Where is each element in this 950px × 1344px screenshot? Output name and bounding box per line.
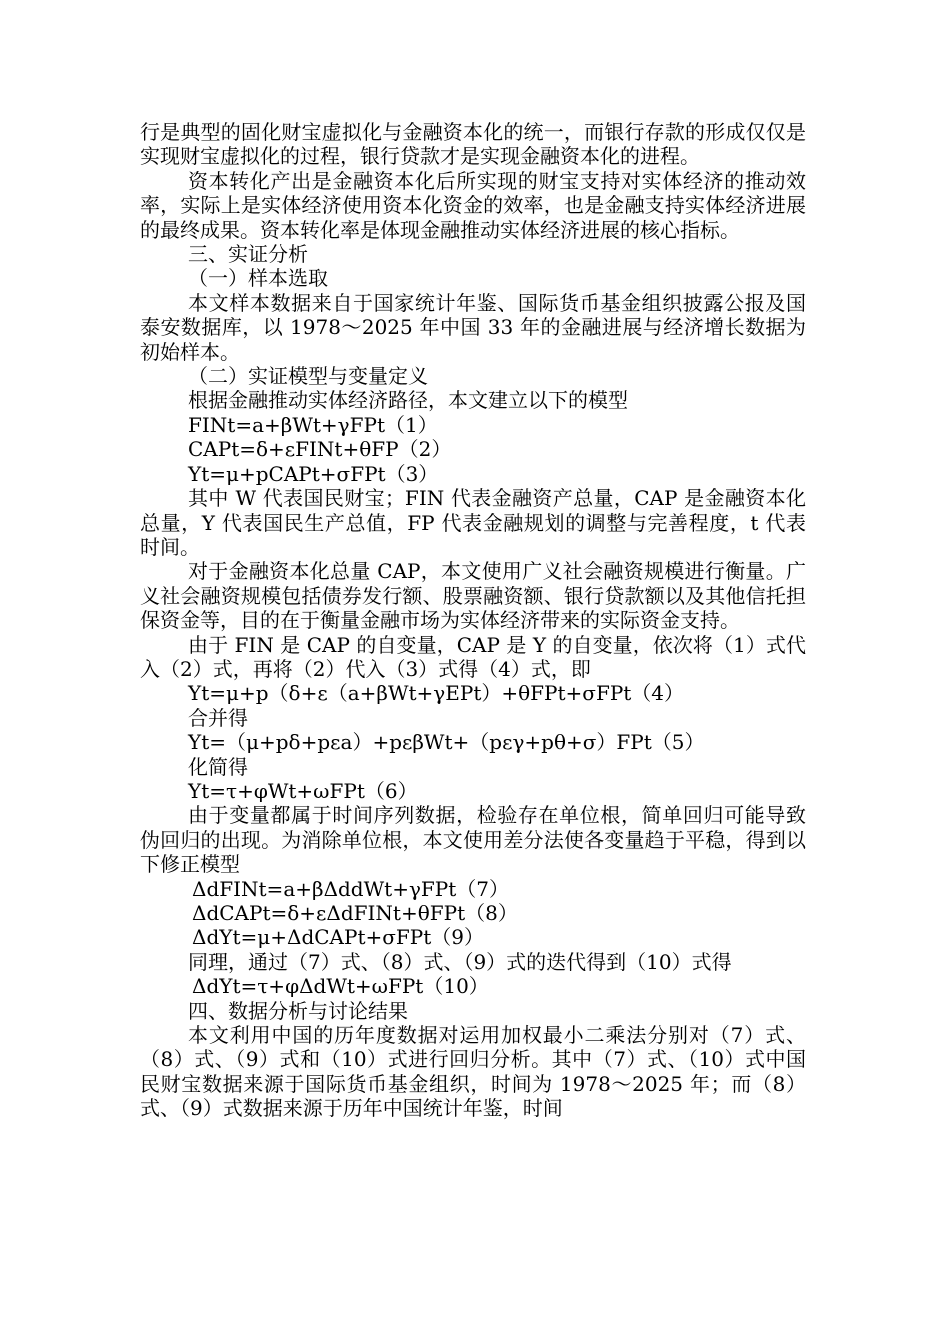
document-page xyxy=(140,120,806,1121)
formula-5: Yt=（μ+pδ+pεa）+pεβWt+（pεγ+pθ+σ）FPt（5） xyxy=(188,730,705,755)
paragraph-text: 行是典型的固化财宝虚拟化与金融资本化的统一，而银行存款的形成仅仅是实现财宝虚拟化的过程，银行贷款才是实现金融资本化的进程。 xyxy=(140,120,806,169)
formula-6: Yt=τ+φWt+ωFPt（6） xyxy=(188,778,418,803)
paragraph-text: 由于变量都属于时间序列数据，检验存在单位根，简单回归可能导致伪回归的出现。为消除单位根，本文使用差分法使各变量趋于平稳，得到以下修正模型 xyxy=(140,803,806,877)
paragraph-text: 对于金融资本化总量 CAP，本文使用广义社会融资规模进行衡量。广义社会融资规模包括债券发行额、股票融资额、银行贷款额以及其他信托担保资金等，目的在于衡量金融市场为实体经济带来的实际资金支持。 xyxy=(140,559,806,633)
paragraph-text: 根据金融推动实体经济路径，本文建立以下的模型 xyxy=(188,388,628,413)
paragraph-text: 资本转化产出是金融资本化后所实现的财宝支持对实体经济的推动效率，实际上是实体经济使用资本化资金的效率，也是金融支持实体经济进展的最终成果。资本转化率是体现金融推动实体经济进展的核心指标。 xyxy=(140,168,806,242)
subsection-heading: （二）实证模型与变量定义 xyxy=(188,364,428,389)
formula-9: ΔdYt=μ+ΔdCAPt+σFPt（9） xyxy=(192,925,484,950)
formula-2: CAPt=δ+εFINt+θFP（2） xyxy=(188,437,452,462)
formula-1: FINt=a+βWt+γFPt（1） xyxy=(188,412,438,437)
formula-3: Yt=μ+pCAPt+σFPt（3） xyxy=(188,461,439,486)
paragraph-text: 由于 FIN 是 CAP 的自变量，CAP 是 Y 的自变量，依次将（1）式代入（2）式，再将（2）代入（3）式得（4）式，即 xyxy=(140,632,806,681)
section-heading: 三、实证分析 xyxy=(188,242,308,267)
paragraph-text: 同理，通过（7）式、（8）式、（9）式的迭代得到（10）式得 xyxy=(188,949,732,974)
formula-7: ΔdFINt=a+βΔddWt+γFPt（7） xyxy=(192,876,510,901)
formula-10: ΔdYt=τ+φΔdWt+ωFPt（10） xyxy=(192,974,489,999)
paragraph-text: 合并得 xyxy=(188,705,248,730)
paragraph-text: 化简得 xyxy=(188,754,248,779)
paragraph-text: 其中 W 代表国民财宝；FIN 代表金融资产总量，CAP 是金融资本化总量，Y 代表国民生产总值，FP 代表金融规划的调整与完善程度，t 代表时间。 xyxy=(140,486,806,559)
paragraph-text: 本文利用中国的历年度数据对运用加权最小二乘法分别对（7）式、（8）式、（9）式和（10）式进行回归分析。其中（7）式、（10）式中国民财宝数据来源于国际货币基金组织，时间为 1978～2025 年；而（8）式、（9）式数据来源于历年中国统计年鉴，时间 xyxy=(140,1023,806,1121)
paragraph-text: 本文样本数据来自于国家统计年鉴、国际货币基金组织披露公报及国泰安数据库，以 1978～2025 年中国 33 年的金融进展与经济增长数据为初始样本。 xyxy=(140,290,806,364)
formula-8: ΔdCAPt=δ+εΔdFINt+θFPt（8） xyxy=(192,901,518,925)
formula-4: Yt=μ+p（δ+ε（a+βWt+γEPt）+θFPt+σFPt（4） xyxy=(188,681,685,706)
subsection-heading: （一）样本选取 xyxy=(188,266,328,291)
section-heading: 四、数据分析与讨论结果 xyxy=(188,998,408,1023)
